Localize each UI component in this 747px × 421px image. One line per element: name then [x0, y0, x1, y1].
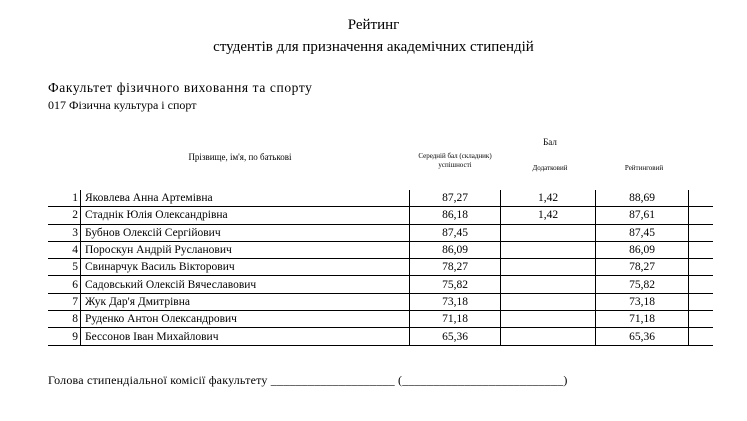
additional-score	[501, 241, 596, 258]
rating-score: 86,09	[596, 241, 689, 258]
table-row	[48, 276, 713, 293]
table-row	[48, 241, 713, 258]
row-number: 3	[48, 224, 81, 241]
document-title: Рейтинг	[347, 17, 400, 33]
rating-score: 78,27	[596, 259, 689, 276]
additional-score	[501, 276, 596, 293]
specialty-name: 017 Фізична культура і спорт	[48, 98, 197, 112]
additional-score	[501, 328, 596, 345]
header-additional: Додатковий	[532, 164, 568, 172]
rating-score: 87,45	[596, 224, 689, 241]
student-name: Стаднік Юлія Олександрівна	[81, 207, 410, 224]
student-name: Бубнов Олексій Сергійович	[81, 224, 410, 241]
row-number: 2	[48, 207, 81, 224]
table-row	[48, 328, 713, 345]
row-number: 5	[48, 259, 81, 276]
average-score: 78,27	[410, 259, 501, 276]
header-rating: Рейтинговий	[624, 164, 664, 172]
rating-table	[48, 190, 713, 346]
empty-cell	[689, 241, 714, 258]
table-row	[48, 293, 713, 310]
student-name: Яковлева Анна Артемівна	[81, 190, 410, 207]
student-name: Садовський Олексій Вячеславович	[81, 276, 410, 293]
additional-score	[501, 224, 596, 241]
additional-score: 1,42	[501, 190, 596, 207]
table-row	[48, 311, 713, 328]
table-row	[48, 259, 713, 276]
commission-signature-line: Голова стипендіальної комісії факультету ____________________ (__________________________)	[48, 373, 568, 387]
row-number: 9	[48, 328, 81, 345]
table-row	[48, 224, 713, 241]
average-score: 86,18	[410, 207, 501, 224]
empty-cell	[689, 259, 714, 276]
empty-cell	[689, 190, 714, 207]
document-subtitle: студентів для призначення академічних стипендій	[213, 39, 534, 55]
rating-score: 73,18	[596, 293, 689, 310]
row-number: 8	[48, 311, 81, 328]
rating-score: 87,61	[596, 207, 689, 224]
average-score: 75,82	[410, 276, 501, 293]
additional-score	[501, 259, 596, 276]
rating-score: 75,82	[596, 276, 689, 293]
average-score: 71,18	[410, 311, 501, 328]
header-score-group: Бал	[543, 137, 557, 147]
average-score: 86,09	[410, 241, 501, 258]
student-name: Бессонов Іван Михайлович	[81, 328, 410, 345]
faculty-name: Факультет фізичного виховання та спорту	[48, 80, 313, 95]
student-name: Пороскун Андрій Русланович	[81, 241, 410, 258]
student-name: Свинарчук Василь Вікторович	[81, 259, 410, 276]
empty-cell	[689, 328, 714, 345]
row-number: 1	[48, 190, 81, 207]
student-name: Жук Дар'я Дмитрівна	[81, 293, 410, 310]
empty-cell	[689, 276, 714, 293]
average-score: 87,27	[410, 190, 501, 207]
empty-cell	[689, 311, 714, 328]
row-number: 4	[48, 241, 81, 258]
rating-score: 71,18	[596, 311, 689, 328]
empty-cell	[689, 224, 714, 241]
row-number: 7	[48, 293, 81, 310]
empty-cell	[689, 293, 714, 310]
row-number: 6	[48, 276, 81, 293]
average-score: 65,36	[410, 328, 501, 345]
student-name: Руденко Антон Олександрович	[81, 311, 410, 328]
average-score: 87,45	[410, 224, 501, 241]
header-average: Середній бал (складник) успішності	[418, 152, 492, 169]
additional-score	[501, 311, 596, 328]
average-score: 73,18	[410, 293, 501, 310]
table-row	[48, 190, 713, 207]
header-name: Прізвище, ім'я, по батькові	[188, 152, 292, 162]
additional-score	[501, 293, 596, 310]
rating-score: 88,69	[596, 190, 689, 207]
table-row	[48, 207, 713, 224]
empty-cell	[689, 207, 714, 224]
additional-score: 1,42	[501, 207, 596, 224]
rating-score: 65,36	[596, 328, 689, 345]
